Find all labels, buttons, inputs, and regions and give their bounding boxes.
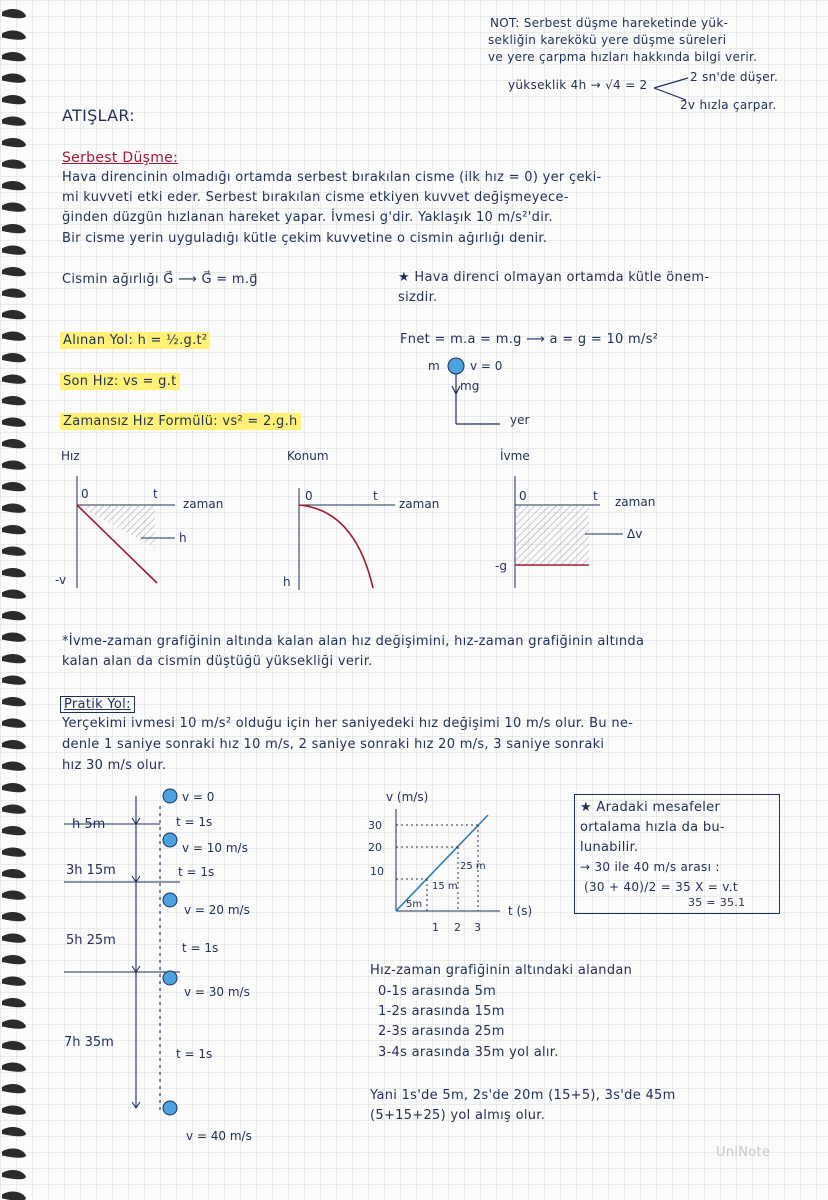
spiral-ring [2, 762, 26, 771]
spiral-ring [2, 826, 26, 835]
velocity-time-graph [360, 785, 560, 935]
spiral-ring [2, 504, 26, 513]
vt-area-3: 25 m [460, 861, 486, 872]
graph2-xlabel: zaman [399, 497, 440, 511]
note-arrow-bottom: 2v hızla çarpar. [680, 98, 777, 112]
area-list-heading: Hız-zaman grafiğinin altındaki alandan [370, 963, 633, 978]
acceleration-time-graph [495, 448, 655, 588]
graph-note-2: kalan alan da cismin düştüğü yüksekliği verir. [62, 654, 373, 669]
spiral-ring [2, 482, 26, 491]
drop-time-2: t = 1s [178, 865, 215, 879]
vt-area-2: 15 m [432, 881, 458, 892]
spiral-ring [2, 1106, 26, 1115]
note-line-4: yükseklik 4h → √4 = 2 [508, 78, 648, 92]
graph2-origin: 0 [305, 489, 313, 503]
fnet-formula: Fnet = m.a = m.g ⟶ a = g = 10 m/s² [400, 332, 659, 347]
area-list-row-4: 3-4s arasında 35m yol alır. [378, 1045, 559, 1060]
drop-speed-2: v = 10 m/s [182, 841, 248, 855]
spiral-ring [2, 138, 26, 147]
spiral-ring [2, 224, 26, 233]
spiral-ring [2, 461, 26, 470]
spiral-ring [2, 160, 26, 169]
graph2-t: t [373, 489, 378, 503]
vt-ytick-20: 20 [368, 841, 382, 854]
para-line-2: mi kuvveti etki eder. Serbest bırakılan cisme etkiyen kuvvet değişmeyece- [62, 190, 569, 205]
spiral-ring [2, 310, 26, 319]
graph3-origin: 0 [519, 489, 527, 503]
spiral-ring [2, 289, 26, 298]
side-note-calc2: 35 = 35.1 [688, 896, 746, 909]
drop-left-1: h 5m [72, 817, 106, 832]
para-line-1: Hava direncinin olmadığı ortamda serbest bırakılan cisme (ilk hız = 0) yer çeki- [62, 170, 602, 185]
note-line-1: NOT: Serbest düşme hareketinde yük- [490, 16, 729, 30]
area-list-row-1: 0-1s arasında 5m [378, 984, 497, 999]
graph1-t: t [153, 487, 158, 501]
para-line-4: Bir cisme yerin uyguladığı kütle çekim kuvvetine o cismin ağırlığı denir. [62, 231, 548, 246]
spiral-ring [2, 848, 26, 857]
side-note-4: → 30 ile 40 m/s arası : [580, 860, 720, 874]
spiral-ring [2, 396, 26, 405]
drop-time-4: t = 1s [176, 1047, 213, 1061]
side-note-1: ★ Aradaki mesafeler [580, 800, 721, 815]
spiral-ring [2, 869, 26, 878]
spiral-ring [2, 697, 26, 706]
fbd-mg-label: mg [460, 379, 480, 393]
spiral-ring [2, 95, 26, 104]
spiral-ring [2, 31, 26, 40]
star-note-2: sizdir. [398, 290, 438, 305]
conclusion-line-1: Yani 1s'de 5m, 2s'de 20m (15+5), 3s'de 45m [370, 1088, 676, 1103]
drop-time-1: t = 1s [176, 815, 213, 829]
spiral-ring [2, 719, 26, 728]
practical-line-3: hız 30 m/s olur. [62, 758, 167, 773]
spiral-ring [2, 676, 26, 685]
spiral-ring [2, 998, 26, 1007]
spiral-ring [2, 891, 26, 900]
spiral-ring [2, 805, 26, 814]
practical-line-1: Yerçekimi ivmesi 10 m/s² olduğu için her saniyedeki hız değişimi 10 m/s olur. Bu ne- [62, 716, 634, 731]
drop-left-2: 3h 15m [66, 863, 116, 878]
spiral-ring [2, 1192, 26, 1200]
spiral-ring [2, 547, 26, 556]
drop-left-3: 5h 25m [66, 933, 116, 948]
spiral-ring [2, 1041, 26, 1050]
section-heading: Serbest Düşme: [62, 150, 179, 166]
speed-time-graph [55, 449, 223, 588]
spiral-ring [2, 912, 26, 921]
graph3-area: Δv [627, 527, 643, 541]
drop-speed-4: v = 30 m/s [184, 985, 250, 999]
motion-graphs [55, 448, 795, 598]
spiral-ring [2, 740, 26, 749]
spiral-ring [2, 783, 26, 792]
practical-line-2: denle 1 saniye sonraki hız 10 m/s, 2 saniye sonraki hız 20 m/s, 3 saniye sonraki [62, 737, 605, 752]
spiral-ring [2, 1170, 26, 1179]
watermark: UniNote [716, 1145, 771, 1160]
spiral-ring [2, 590, 26, 599]
spiral-ring [2, 1063, 26, 1072]
drop-speed-5: v = 40 m/s [186, 1129, 252, 1142]
spiral-ring [2, 1020, 26, 1029]
note-line-3: ve yere çarpma hızları hakkında bilgi verir. [488, 50, 758, 64]
spiral-ring [2, 74, 26, 83]
vt-ytick-10: 10 [370, 865, 384, 878]
graph2-neg: h [283, 575, 291, 589]
vt-xtick-3: 3 [474, 921, 481, 934]
graph2-ylabel: Konum [287, 449, 329, 463]
spiral-ring [2, 246, 26, 255]
drop-speed-1: v = 0 [182, 790, 215, 804]
spiral-ring [2, 418, 26, 427]
side-note-3: lunabilir. [580, 840, 639, 855]
spiral-ring [2, 439, 26, 448]
spiral-ring [2, 203, 26, 212]
spiral-ring [2, 633, 26, 642]
practical-heading: Pratik Yol: [60, 696, 135, 713]
vt-ylabel: v (m/s) [386, 790, 429, 804]
final-speed-formula: Son Hız: vs = g.t [60, 373, 180, 390]
spiral-ring [2, 9, 26, 18]
spiral-ring [2, 52, 26, 61]
star-note-1: ★ Hava direnci olmayan ortamda kütle önem- [398, 270, 710, 285]
spiral-ring [2, 332, 26, 341]
spiral-ring [2, 375, 26, 384]
graph3-t: t [593, 489, 598, 503]
drop-speed-3: v = 20 m/s [184, 903, 250, 917]
graph1-origin: 0 [81, 487, 89, 501]
weight-formula: Cismin ağırlığı G⃗ ⟶ G⃗ = m.g⃗ [62, 272, 258, 287]
note-fork-arrows [650, 72, 694, 106]
para-line-3: ğinden düzgün hızlanan hareket yapar. İvmesi g'dir. Yaklaşık 10 m/s²'dir. [62, 210, 553, 225]
fbd-ground-label: yer [510, 413, 530, 427]
spiral-ring [2, 1084, 26, 1093]
graph1-neg: -v [55, 573, 67, 587]
graph3-xlabel: zaman [615, 495, 656, 509]
graph3-neg: -g [495, 559, 507, 573]
spiral-ring [2, 1127, 26, 1136]
spiral-ring [2, 568, 26, 577]
drop-time-3: t = 1s [182, 941, 219, 955]
distance-formula: Alınan Yol: h = ½.g.t² [60, 332, 210, 349]
side-note-2: ortalama hızla da bu- [580, 820, 725, 835]
spiral-binding [0, 0, 30, 1200]
graph-note-1: *İvme-zaman grafiğinin altında kalan alan hız değişimini, hız-zaman grafiğinin altında [62, 634, 645, 649]
note-arrow-top: 2 sn'de düşer. [690, 70, 779, 84]
conclusion-line-2: (5+15+25) yol almış olur. [370, 1108, 546, 1123]
spiral-ring [2, 353, 26, 362]
graph3-ylabel: İvme [500, 449, 530, 463]
position-time-graph [283, 449, 439, 590]
spiral-ring [2, 611, 26, 620]
spiral-ring [2, 525, 26, 534]
side-note-calc: (30 + 40)/2 = 35 X = v.t [584, 880, 738, 894]
vt-ytick-30: 30 [368, 819, 382, 832]
free-body-diagram [420, 352, 570, 432]
fbd-v0-label: v = 0 [470, 359, 503, 373]
vt-xtick-2: 2 [454, 921, 461, 934]
area-list-row-2: 1-2s arasında 15m [378, 1004, 505, 1019]
graph1-area: h [179, 531, 187, 545]
graph1-ylabel: Hız [61, 449, 80, 463]
page-title: ATIŞLAR: [62, 106, 135, 125]
vt-xtick-1: 1 [432, 921, 439, 934]
note-line-2: sekliğin karekökü yere düşme süreleri [488, 33, 727, 47]
spiral-ring [2, 654, 26, 663]
area-list-row-3: 2-3s arasında 25m [378, 1024, 505, 1039]
vt-area-1: 5m [406, 899, 423, 910]
spiral-ring [2, 955, 26, 964]
spiral-ring [2, 181, 26, 190]
drop-left-4: 7h 35m [64, 1035, 114, 1050]
spiral-ring [2, 117, 26, 126]
spiral-ring [2, 934, 26, 943]
spiral-ring [2, 267, 26, 276]
vt-xlabel: t (s) [508, 904, 533, 918]
graph1-xlabel: zaman [183, 497, 224, 511]
timeless-speed-formula: Zamansız Hız Formülü: vs² = 2.g.h [60, 413, 301, 430]
spiral-ring [2, 1149, 26, 1158]
fbd-mass-label: m [428, 359, 440, 373]
spiral-ring [2, 977, 26, 986]
drop-diagram [60, 782, 290, 1142]
